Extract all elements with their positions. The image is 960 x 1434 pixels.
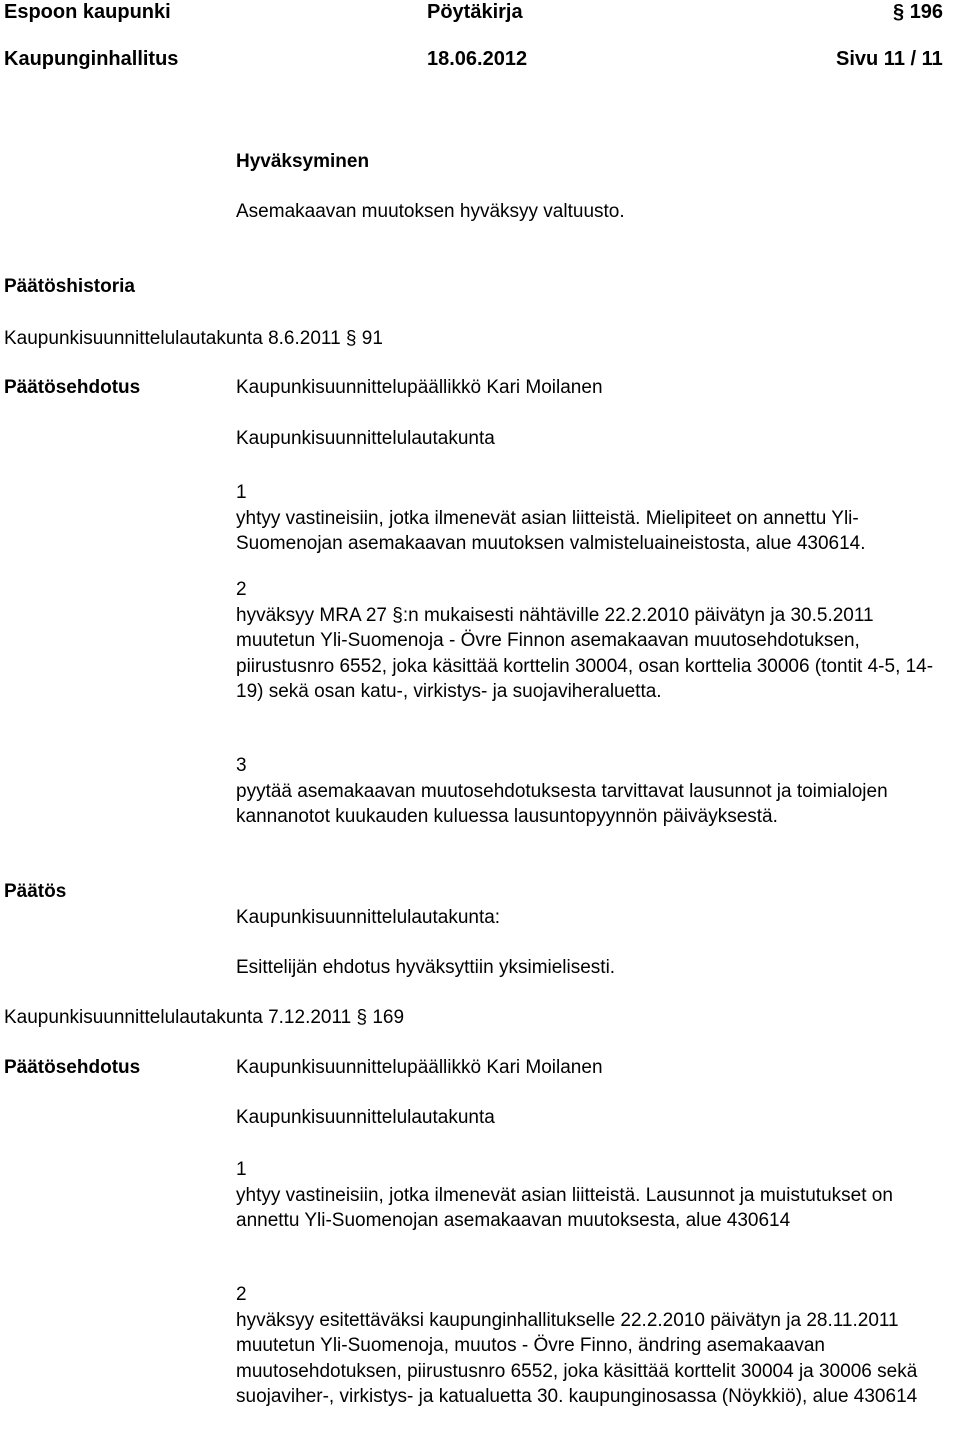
body-name: Kaupunginhallitus — [4, 48, 179, 70]
meeting2-section-number: 169 — [372, 1007, 405, 1028]
section-symbol: § — [356, 1007, 368, 1028]
approval-text: Asemakaavan muutoksen hyväksyy valtuusto. — [236, 201, 625, 222]
section-number-value: 196 — [909, 1, 944, 23]
proposal-label: Päätösehdotus — [4, 1057, 141, 1078]
item-number: 3 — [236, 755, 247, 776]
proposer: Kaupunkisuunnittelupäällikkö Kari Moilanen — [236, 1057, 603, 1078]
list-item — [236, 1157, 936, 1234]
meeting-date: 18.06.2012 — [427, 48, 528, 70]
org-name: Espoon kaupunki — [4, 1, 171, 23]
history-heading: Päätöshistoria — [4, 276, 135, 297]
list-item — [236, 1282, 936, 1410]
item-number: 1 — [236, 482, 247, 503]
item-number: 2 — [236, 579, 247, 600]
board-name: Kaupunkisuunnittelulautakunta — [236, 1107, 495, 1128]
page-number: Sivu 11 / 11 — [836, 48, 943, 70]
list-item — [236, 577, 936, 705]
item-number: 1 — [236, 1159, 247, 1180]
item-text: yhtyy vastineisiin, jotka ilmenevät asian liitteistä. Lausunnot ja muistutukset on annettu Yli-Suomenojan asemakaavan muutoksesta, alue 430614 — [236, 1184, 893, 1231]
approval-heading: Hyväksyminen — [236, 151, 370, 172]
decision-text: Esittelijän ehdotus hyväksyttiin yksimielisesti. — [236, 957, 616, 978]
section-number — [893, 1, 943, 24]
document-type: Pöytäkirja — [427, 1, 523, 23]
meeting1-title — [4, 328, 383, 350]
list-item — [236, 753, 936, 830]
item-text: pyytää asemakaavan muutosehdotuksesta tarvittavat lausunnot ja toimialojen kannanotot kuukauden kuluessa lausuntopyynnön päiväyksestä. — [236, 780, 888, 827]
board-name: Kaupunkisuunnittelulautakunta — [236, 428, 495, 449]
item-text: yhtyy vastineisiin, jotka ilmenevät asian liitteistä. Mielipiteet on annettu Yli-Suomenojan asemakaavan muutoksen valmisteluaineistosta, alue 430614. — [236, 507, 866, 554]
section-symbol: § — [345, 328, 357, 349]
proposal-label: Päätösehdotus — [4, 377, 141, 398]
item-text: hyväksyy esitettäväksi kaupunginhallitukselle 22.2.2010 päivätyn ja 28.11.2011 muutetun Yli-Suomenoja, muutos - Övre Finno, ändring asemakaavan muutosehdotuksen, piirustusnro 6552, joka käsittää korttelit 30004 ja 30006 sekä suojaviher-, virkistys- ja katualuetta 30. kaupunginosassa (Nöykkiö), alue 430614 — [236, 1309, 918, 1407]
decision-board: Kaupunkisuunnittelulautakunta: — [236, 907, 501, 928]
item-text: hyväksyy MRA 27 §:n mukaisesti nähtäville 22.2.2010 päivätyn ja 30.5.2011 muutetun Yli-Suomenoja - Övre Finnon asemakaavan muutosehdotuksen, piirustusnro 6552, joka käsittää korttelin 30004, osan korttelia 30006 (tontit 4-5, 14-19) sekä osan katu-, virkistys- ja suojaviheraluetta. — [236, 604, 934, 702]
decision-label: Päätös — [4, 881, 67, 902]
section-symbol: § — [893, 1, 905, 23]
list-item — [236, 480, 936, 557]
item-number: 2 — [236, 1284, 247, 1305]
meeting1-title-text: Kaupunkisuunnittelulautakunta 8.6.2011 — [4, 328, 341, 349]
meeting2-title-text: Kaupunkisuunnittelulautakunta 7.12.2011 — [4, 1007, 352, 1028]
meeting1-section-number: 91 — [361, 328, 383, 349]
proposer: Kaupunkisuunnittelupäällikkö Kari Moilanen — [236, 377, 603, 398]
meeting2-title — [4, 1007, 404, 1029]
